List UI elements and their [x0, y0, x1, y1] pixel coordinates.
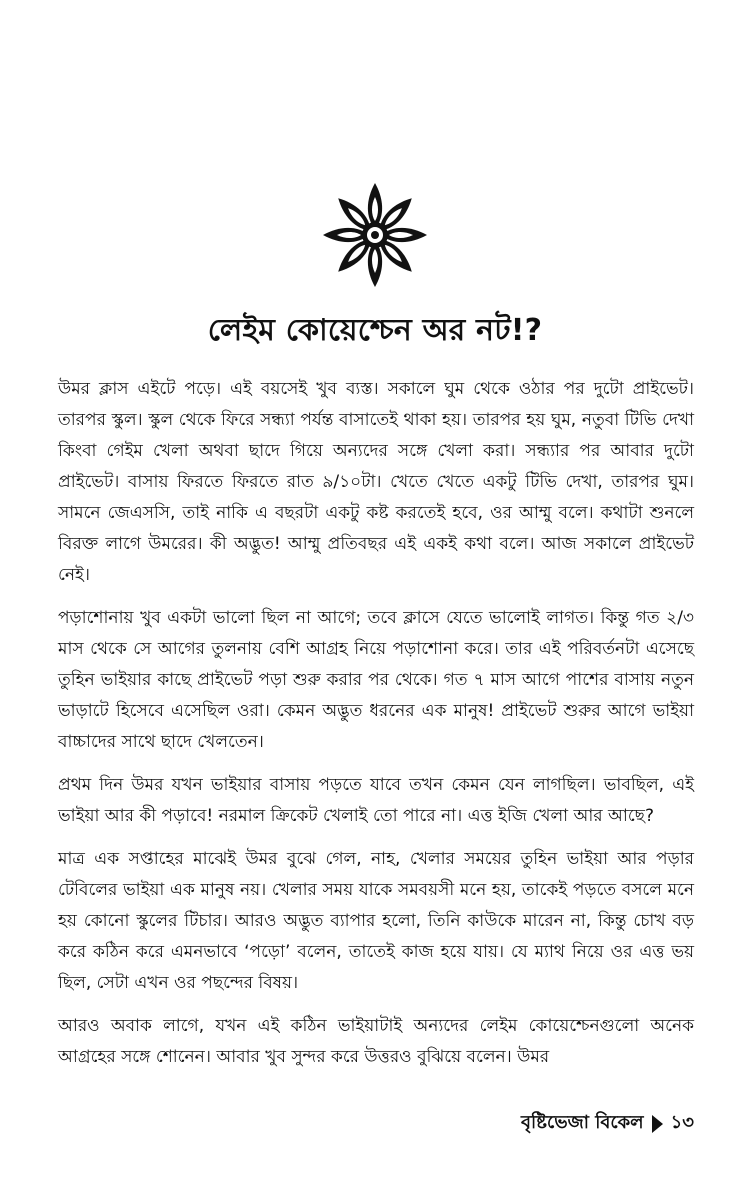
footer-book-title: বৃষ্টিভেজা বিকেল [521, 1112, 644, 1133]
paragraph: প্রথম দিন উমর যখন ভাইয়ার বাসায় পড়তে যাবে তখন কেমন যেন লাগছিল। ভাবছিল, এই ভাইয়া আর কী পড়াবে! নরমাল ক্রিকেট খেলাই তো পারে না। এত্ত ইজি খেলা আর আছে? [58, 775, 694, 826]
paragraph: আরও অবাক লাগে, যখন এই কঠিন ভাইয়াটাই অন্যদের লেইম কোয়েশ্চেনগুলো অনেক আগ্রহের সঙ্গে শোনেন। আবার খুব সুন্দর করে উত্তরও বুঝিয়ে বলেন। উমর [58, 1016, 694, 1067]
chapter-body [58, 374, 694, 1085]
paragraph: পড়াশোনায় খুব একটা ভালো ছিল না আগে; তবে ক্লাসে যেতে ভালোই লাগত। কিন্তু গত ২/৩ মাস থেকে সে আগের তুলনায় বেশি আগ্রহ নিয়ে পড়াশোনা করে। তার এই পরিবর্তনটা এসেছে তুহিন ভাইয়ার কাছে প্রাইভেট পড়া শুরু করার পর থেকে। গত ৭ মাস আগে পাশের বাসায় নতুন ভাড়াটে হিসেবে এসেছিল ওরা। কেমন অদ্ভুত ধরনের এক মানুষ! প্রাইভেট শুরুর আগে ভাইয়া বাচ্চাদের সাথে ছাদে খেলতেন। [58, 608, 694, 752]
chapter-title: লেইম কোয়েশ্চেন অর নট!? [207, 313, 543, 348]
paragraph: মাত্র এক সপ্তাহের মাঝেই উমর বুঝে গেল, নাহ, খেলার সময়ের তুহিন ভাইয়া আর পড়ার টেবিলের ভাইয়া এক মানুষ নয়। খেলার সময় যাকে সমবয়সী মনে হয়, তাকেই পড়তে বসলে মনে হয় কোনো স্কুলের টিচার। আরও অদ্ভুত ব্যাপার হলো, তিনি কাউকে মারেন না, কিন্তু চোখ বড় করে কঠিন করে এমনভাবে ‘পড়ো’ বলেন, তাতেই কাজ হয়ে যায়। যে ম্যাথ নিয়ে ওর এত্ত ভয় ছিল, সেটা এখন ওর পছন্দের বিষয়। [58, 849, 694, 993]
flower-ornament-icon [320, 180, 430, 290]
page-footer [521, 1108, 694, 1139]
paragraph: উমর ক্লাস এইটে পড়ে। এই বয়সেই খুব ব্যস্ত। সকালে ঘুম থেকে ওঠার পর দুটো প্রাইভেট। তারপর স্কুল। স্কুল থেকে ফিরে সন্ধ্যা পর্যন্ত বাসাতেই থাকা হয়। তারপর হয় ঘুম, নতুবা টিভি দেখা কিংবা গেইম খেলা অথবা ছাদে গিয়ে অন্যদের সঙ্গে খেলা করা। সন্ধ্যার পর আবার দুটো প্রাইভেট। বাসায় ফিরতে ফিরতে রাত ৯/১০টা। খেতে খেতে একটু টিভি দেখা, তারপর ঘুম। সামনে জেএসসি, তাই নাকি এ বছরটা একটু কষ্ট করতেই হবে, ওর আম্মু বলে। কথাটা শুনলে বিরক্ত লাগে উমরের। কী অদ্ভুত! আম্মু প্রতিবছর এই একই কথা বলে। আজ সকালে প্রাইভেট নেই। [58, 379, 694, 585]
page-number: ১৩ [670, 1112, 694, 1133]
triangle-right-icon [652, 1115, 663, 1133]
